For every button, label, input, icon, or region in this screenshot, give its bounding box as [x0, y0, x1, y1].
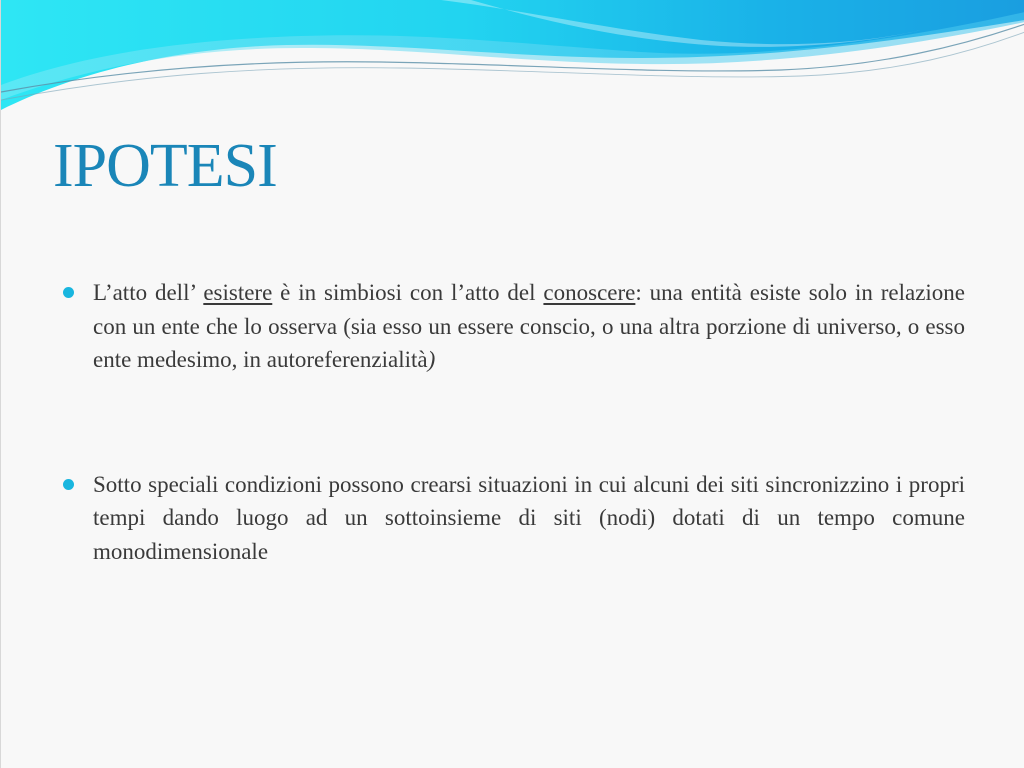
- underlined-term-esistere: esistere: [203, 280, 273, 305]
- bullet-item: [63, 276, 965, 377]
- bullet-dot-icon: [63, 287, 74, 298]
- slide-title: IPOTESI: [53, 132, 277, 200]
- bullet-text-segment: : una entità esiste solo in relazione con un ente che lo osserva (sia esso un essere conscio, o una altra porzione di universo, o esso ente medesimo, in autoreferenzialità: [93, 280, 966, 372]
- bullet-dot-icon: [63, 479, 74, 490]
- bullet-list: [63, 276, 965, 568]
- bullet-text-segment: Sotto speciali condizioni possono crearsi situazioni in cui alcuni dei siti sincronizzino i propri tempi dando luogo ad un sottoinsieme di siti (nodi) dotati di un tempo comune monodimensionale: [93, 471, 965, 564]
- wave-header-decoration: [1, 0, 1024, 120]
- closing-parenthesis: ): [427, 347, 436, 372]
- bullet-text-segment: è in simbiosi con l’atto del: [272, 280, 544, 305]
- bullet-text-segment: L’atto dell’: [93, 280, 204, 305]
- underlined-term-conoscere: conoscere: [543, 280, 636, 305]
- bullet-item: [63, 468, 965, 569]
